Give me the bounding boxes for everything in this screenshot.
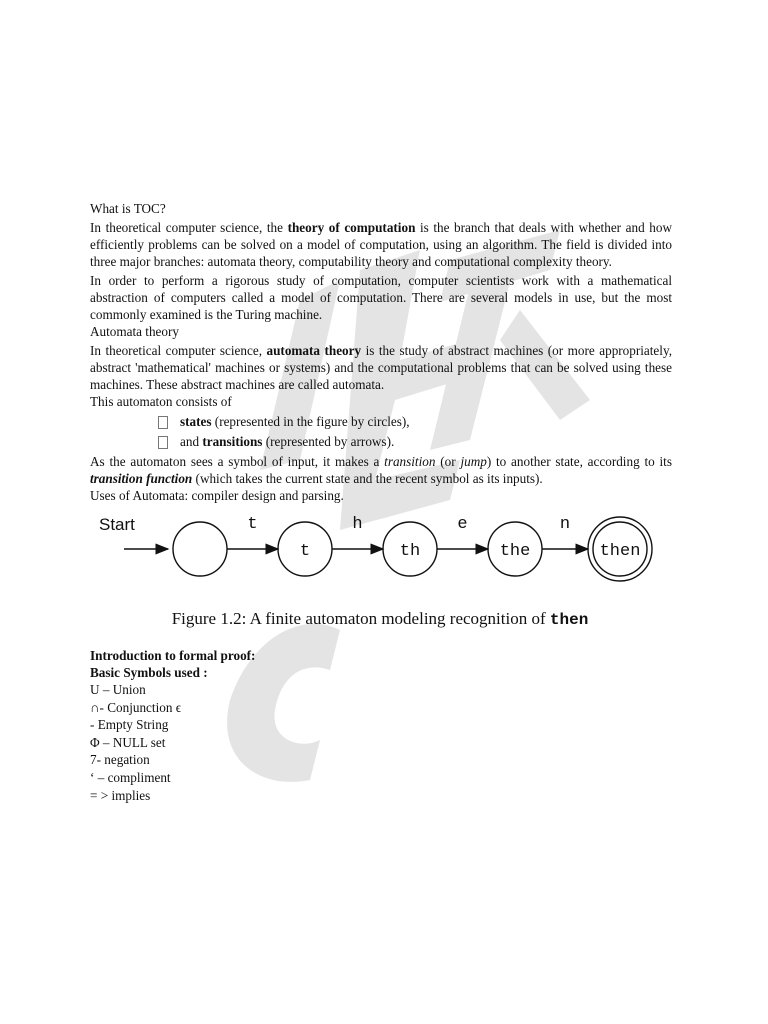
transition-label: n xyxy=(559,515,571,534)
text-run: As the automaton sees a symbol of input, it makes a xyxy=(90,454,385,469)
text-run: (represented by arrows). xyxy=(262,434,395,449)
bold-heading: Basic Symbols used : xyxy=(90,665,208,680)
text-run: is the branch that deals with whether and how efficiently problems can be solved on a model of computation, using an algorithm. The field is divided into three major branches: automata theory, computability theory and computational complexity theory. xyxy=(90,220,672,269)
bold-term: states xyxy=(180,414,212,429)
bullet-icon xyxy=(158,436,168,449)
text-run: In theoretical computer science, the xyxy=(90,220,288,235)
symbol-item: U – Union xyxy=(90,682,146,697)
paragraph-model-of-computation: In order to perform a rigorous study of computation, computer scientists work with a mathematical abstraction of computers called a model of computation. There are several models in use, but the most commonly examined is the Turing machine. xyxy=(90,273,672,322)
text-run: ) to another state, according to its xyxy=(486,454,672,469)
caption-word: then xyxy=(549,611,589,629)
caption-text: Figure 1.2: A finite automaton modeling recognition of xyxy=(171,609,550,628)
bold-term: theory of computation xyxy=(287,220,416,235)
bold-heading: Introduction to formal proof: xyxy=(90,648,256,663)
uses-of-automata: Uses of Automata: compiler design and parsing. xyxy=(90,488,344,503)
heading-what-is-toc: What is TOC? xyxy=(90,201,166,216)
figure-finite-automaton xyxy=(84,510,676,643)
text-run: and xyxy=(180,434,203,449)
symbol-item: = > implies xyxy=(90,787,151,803)
symbol-item: Φ – NULL set xyxy=(90,734,166,750)
paragraph-automata-definition xyxy=(90,342,672,393)
fsm-group xyxy=(173,515,652,581)
symbols-list xyxy=(90,681,672,804)
paragraph-transition xyxy=(90,453,672,487)
transition-label: t xyxy=(247,515,258,534)
bullet-icon xyxy=(158,416,168,429)
state-label: t xyxy=(299,542,311,561)
state-label: th xyxy=(399,542,421,561)
text-run: is the study of abstract machines (or more appropriately, abstract 'mathematical' machines or systems) and the computational problems that can be solved using these machines. These abstract machines are called automata. xyxy=(90,343,672,392)
bold-term: transitions xyxy=(202,434,263,449)
text-run: (represented in the figure by circles), xyxy=(211,414,410,429)
transition-label: h xyxy=(352,515,363,534)
text-run: (which takes the current state and the recent symbol as its inputs). xyxy=(192,471,543,486)
italic-term: jump xyxy=(460,454,487,469)
intro-formal-proof xyxy=(90,647,672,664)
transition-label: e xyxy=(457,515,468,534)
automaton-consists: This automaton consists of xyxy=(90,394,232,409)
figure-caption xyxy=(84,610,676,629)
state-circle xyxy=(173,522,227,576)
list-item-states xyxy=(90,413,672,430)
list-item-transitions xyxy=(90,433,672,450)
paragraph-toc-definition xyxy=(90,219,672,270)
start-label: Start xyxy=(99,515,135,534)
basic-symbols-heading xyxy=(90,664,672,681)
text-run: (or xyxy=(435,454,461,469)
italic-term: transition xyxy=(384,454,436,469)
bold-italic-term: transition function xyxy=(90,471,193,486)
state-label: then xyxy=(599,542,641,561)
heading-automata-theory: Automata theory xyxy=(90,324,179,339)
symbol-item: ∩- Conjunction ϵ xyxy=(90,699,182,715)
document-body xyxy=(90,200,672,804)
symbol-item: - Empty String xyxy=(90,717,169,733)
bold-term: automata theory xyxy=(266,343,362,358)
symbol-item: 7- negation xyxy=(90,752,150,768)
state-label: the xyxy=(499,542,531,561)
symbol-item: ‘ – compliment xyxy=(90,769,171,785)
text-run: In theoretical computer science, xyxy=(90,343,267,358)
